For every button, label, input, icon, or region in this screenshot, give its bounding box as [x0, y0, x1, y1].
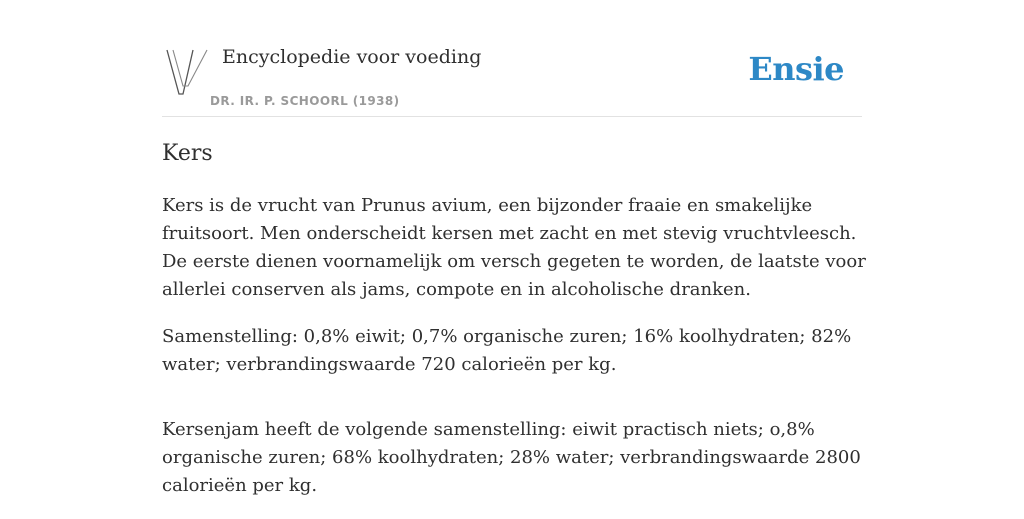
brand-logo-link[interactable]: Ensie — [748, 50, 844, 88]
entry-paragraph: Samenstelling: 0,8% eiwit; 0,7% organische zuren; 16% koolhydraten; 82% water; verbrandingswaarde 720 calorieën per kg. — [162, 326, 852, 375]
entry-content — [162, 192, 867, 519]
entry-title: Kers — [162, 141, 213, 166]
entry-paragraph: Kersenjam heeft de volgende samenstelling: eiwit practisch niets; o,8% organische zuren; 68% koolhydraten; 28% water; verbrandingswaarde 2800 calorieën per kg. — [162, 419, 861, 496]
author-label: DR. IR. P. SCHOORL (1938) — [210, 94, 400, 108]
entry-paragraph: Kers is de vrucht van Prunus avium, een bijzonder fraaie en smakelijke fruitsoort. Men onderscheidt kersen met zacht en met stevig vruchtvleesch. De eerste dienen voornamelijk om versch gegeten te worden, de laatste voor allerlei conserven als jams, compote en in alcoholische dranken. — [162, 195, 866, 300]
book-title[interactable]: Encyclopedie voor voeding — [222, 46, 482, 68]
page-header — [162, 40, 862, 117]
encyclopedia-v-logo-icon[interactable] — [165, 48, 209, 96]
